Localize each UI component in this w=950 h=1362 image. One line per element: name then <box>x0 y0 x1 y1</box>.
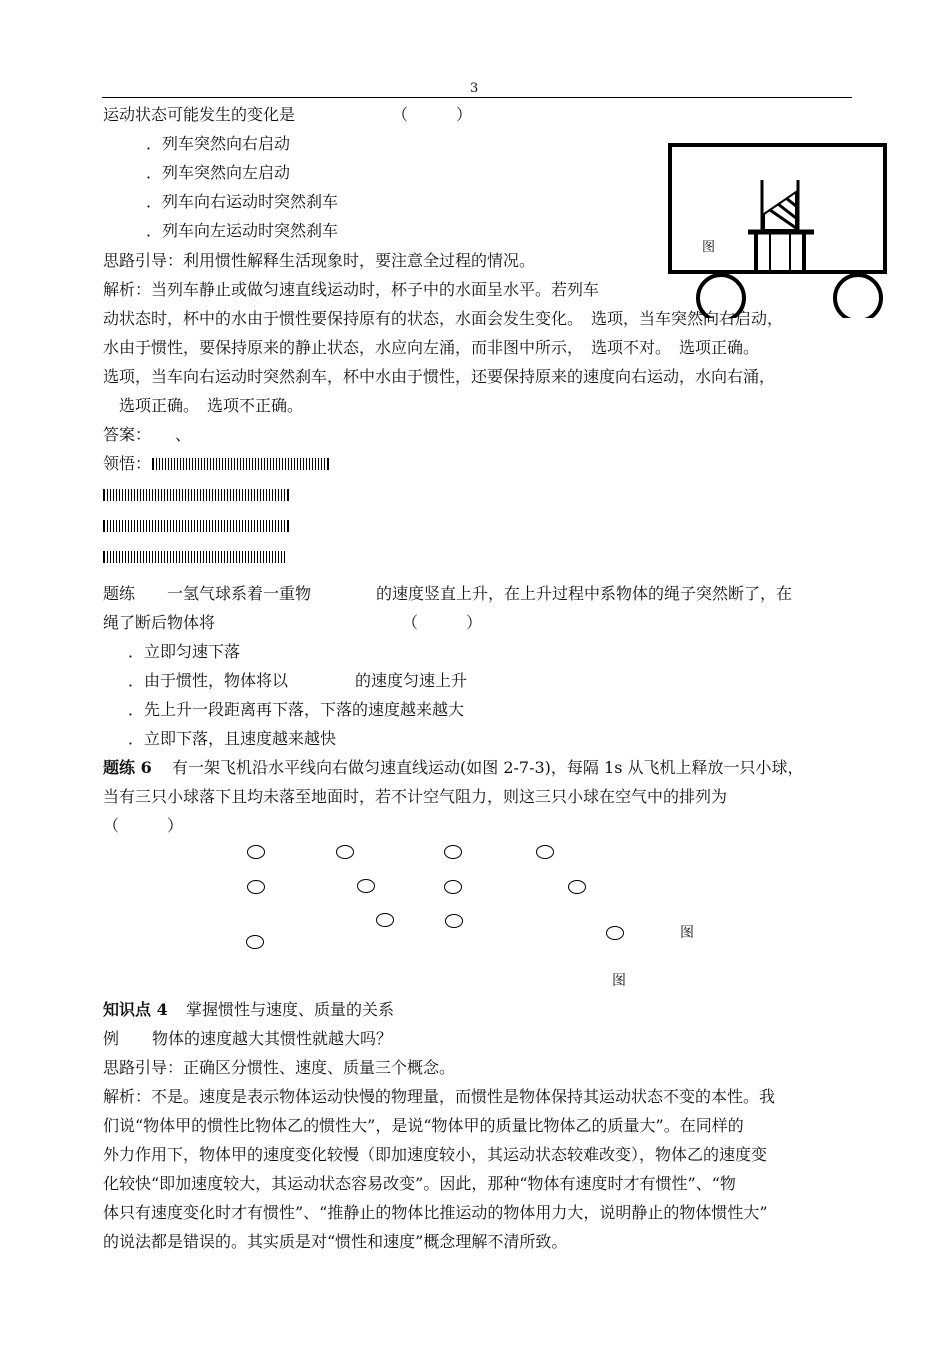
option-a: ．列车突然向右启动 <box>146 134 291 153</box>
ball <box>247 880 265 894</box>
exercise-6-figure-label-2: 图 <box>612 973 626 989</box>
exercise-5-option-c: ．先上升一段距离再下落，下落的速度越来越大 <box>128 700 465 719</box>
blank-line-3 <box>103 520 289 532</box>
exercise-5-line-1a: 题练 一氢气球系着一重物 <box>103 584 312 603</box>
header-rule <box>102 97 852 98</box>
option-d: ．列车向左运动时突然刹车 <box>146 221 339 240</box>
page-number: 3 <box>470 81 479 96</box>
ball <box>336 845 354 859</box>
exercise-5-option-b-tail: 的速度匀速上升 <box>355 671 468 690</box>
ball <box>536 845 554 859</box>
ball <box>445 914 463 928</box>
knowledge-4-analysis-line-6: 的说法都是错误的。其实质是对“惯性和速度”概念理解不清所致。 <box>103 1232 568 1251</box>
ball <box>568 880 586 894</box>
answer-bracket: （ ） <box>392 105 473 124</box>
exercise-5-option-b: ．由于惯性，物体将以 <box>128 671 289 690</box>
blank-line-4 <box>103 551 285 563</box>
ball <box>444 845 462 859</box>
exercise-5-line-1b: 的速度竖直上升，在上升过程中系物体的绳子突然断了，在 <box>376 584 793 603</box>
ball <box>246 935 264 949</box>
train-figure <box>658 140 930 318</box>
option-c: ．列车向右运动时突然刹车 <box>146 192 339 211</box>
example-label: 例 <box>103 1029 120 1048</box>
ball <box>376 913 394 927</box>
analysis-1-line-3: 水由于惯性，要保持原来的静止状态，水应向左涌，而非图中所示， 选项不对。 选项正确。 <box>103 338 760 357</box>
analysis-1-line-4: 选项，当车向右运动时突然刹车，杯中水由于惯性，还要保持原来的速度向右运动，水向右涌， <box>103 367 776 386</box>
question-stem: 运动状态可能发生的变化是 <box>103 105 296 124</box>
knowledge-4-number: 知识点 4 <box>103 1000 168 1019</box>
exercise-6-line-1: 有一架飞机沿水平线向右做匀速直线运动(如图 2-7-3)，每隔 1s 从飞机上释放一只小球， <box>172 758 804 777</box>
knowledge-4-title-text: 掌握惯性与速度、质量的关系 <box>186 1000 395 1019</box>
knowledge-4-title <box>103 1000 168 1020</box>
exercise-5-option-d: ．立即下落，且速度越来越快 <box>128 729 337 748</box>
knowledge-4-analysis-line-1: 解析：不是。速度是表示物体运动快慢的物理量，而惯性是物体保持其运动状态不变的本性。我 <box>103 1087 776 1106</box>
knowledge-4-analysis-line-2: 们说“物体甲的惯性比物体乙的惯性大”，是说“物体甲的质量比物体乙的质量大”。在同样的 <box>103 1116 744 1135</box>
exercise-5-bracket: （ ） <box>402 613 483 632</box>
exercise-6-line-2: 当有三只小球落下且均未落至地面时，若不计空气阻力，则这三只小球在空气中的排列为 <box>103 787 728 806</box>
exercise-5-option-a: ．立即匀速下落 <box>128 642 241 661</box>
exercise-6-figure-label-1: 图 <box>680 925 694 941</box>
analysis-1-line-5: 选项正确。 选项不正确。 <box>103 396 304 415</box>
train-drawing <box>658 140 930 318</box>
ball <box>444 880 462 894</box>
lingwu-label: 领悟： <box>103 454 152 473</box>
analysis-1-line-1: 解析：当列车静止或做匀速直线运动时，杯子中的水面呈水平。若列车 <box>103 280 600 299</box>
analysis-1-line-2: 动状态时，杯中的水由于惯性要保持原有的状态，水面会发生变化。 选项，当车突然向右启动， <box>103 309 784 328</box>
knowledge-4-analysis-line-3: 外力作用下，物体甲的速度变化较慢（即加速度较小，其运动状态较难改变），物体乙的速度变 <box>103 1145 768 1164</box>
example-text: 物体的速度越大其惯性就越大吗？ <box>152 1029 393 1048</box>
train-figure-label: 图 <box>702 240 716 255</box>
option-b: ．列车突然向左启动 <box>146 163 291 182</box>
ball <box>606 926 624 940</box>
knowledge-4-analysis-line-4: 化较快“即加速度较大，其运动状态容易改变”。因此，那种“物体有速度时才有惯性”、“物 <box>103 1174 736 1193</box>
blank-line-2 <box>103 489 289 501</box>
knowledge-4-hint: 思路引导：正确区分惯性、速度、质量三个概念。 <box>103 1058 456 1077</box>
blank-line-1 <box>152 458 329 470</box>
hint-1: 思路引导：利用惯性解释生活现象时，要注意全过程的情况。 <box>103 251 536 270</box>
exercise-6-title: 题练 6 <box>103 758 152 777</box>
ball <box>357 879 375 893</box>
ball <box>247 845 265 859</box>
answer-label: 答案： 、 <box>103 425 192 444</box>
exercise-6-bracket: （ ） <box>103 816 184 835</box>
knowledge-4-analysis-line-5: 体只有速度变化时才有惯性”、“推静止的物体比推运动的物体用力大，说明静止的物体惯性大” <box>103 1203 768 1222</box>
exercise-5-line-2: 绳了断后物体将 <box>103 613 216 632</box>
